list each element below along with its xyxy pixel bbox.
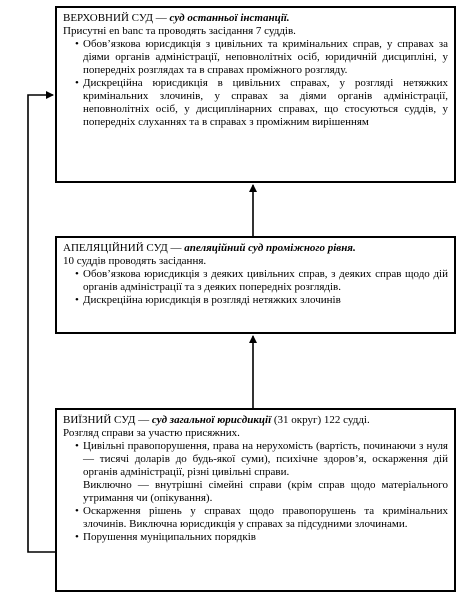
arrow-county-to-supreme xyxy=(28,95,55,552)
title-separator: — xyxy=(167,242,185,254)
supreme-court-role: суд останньої інстанції. xyxy=(169,12,290,24)
supreme-court-name: ВЕРХОВНИЙ СУД xyxy=(63,12,154,24)
supreme-court-jurisdiction-list xyxy=(63,38,448,129)
appeal-court-jurisdiction-list xyxy=(63,268,448,307)
county-court-jurisdiction-list xyxy=(63,440,448,479)
supreme-court-box xyxy=(55,6,456,183)
county-court-count: (31 округ) 122 судді. xyxy=(271,414,370,426)
list-item: • Обов’язкова юрисдикція з цивільних та кримінальних справ, у справах за діями органів адміністрації, неповнолітніх осіб, юридичній дисципліні, у попередніх розглядах та в справах проміжного розгляду. xyxy=(63,38,448,77)
county-court-jurisdiction-list-2 xyxy=(63,505,448,544)
supreme-court-title xyxy=(63,12,448,25)
list-item: • Порушення муніципальних порядків xyxy=(63,531,448,544)
list-item: • Дискреційна юрисдикція в розгляді нетяжких злочинів xyxy=(63,294,448,307)
county-court-name: ВИЇЗНИЙ СУД xyxy=(63,414,136,426)
appeal-court-intro: 10 суддів проводять засідання. xyxy=(63,255,207,267)
title-separator: — xyxy=(135,414,152,426)
county-court-title xyxy=(63,414,448,427)
county-court-role: суд загальної юрисдикції xyxy=(151,414,272,426)
county-court-intro: Розгляд справи за участю присяжних. xyxy=(63,427,240,439)
list-item: • Дискреційна юрисдикція в цивільних справах, у розгляді нетяжких кримінальних злочинів, у справах за діями органів адміністрації, неповнолітніх осіб, у дисциплінарних справах, що стосуються суддів, у попередніх слуханнях та в справах з проміжним вирішенням xyxy=(63,77,448,129)
county-court-box xyxy=(55,408,456,592)
title-separator: — xyxy=(153,12,170,24)
list-item: • Цивільні правопорушення, права на нерухомість (вартість, починаючи з нуля — тисячі доларів до будь-якої суми), психічне здоров’я, оскарження дій органів адміністрації, різні цивільні справи. xyxy=(63,440,448,479)
appeal-court-box xyxy=(55,236,456,334)
appeal-court-title xyxy=(63,242,448,255)
county-exclusive-note: Виключно — внутрішні сімейні справи (крім справ щодо матеріального утримання чи (опікування). xyxy=(83,479,448,504)
list-item: • Оскарження рішень у справах щодо правопорушень та кримінальних злочинів. Виключна юрисдикція у справах за підсудними злочинами. xyxy=(63,505,448,531)
appeal-court-name: АПЕЛЯЦІЙНИЙ СУД xyxy=(63,242,168,254)
supreme-court-intro: Присутні en banc та проводять засідання 7 суддів. xyxy=(63,25,296,37)
list-item: • Обов’язкова юрисдикція з деяких цивільних справ, з деяких справ щодо дій органів адміністрації та з деяких попередніх розглядів. xyxy=(63,268,448,294)
appeal-court-role: апеляційний суд проміжного рівня. xyxy=(184,242,356,254)
